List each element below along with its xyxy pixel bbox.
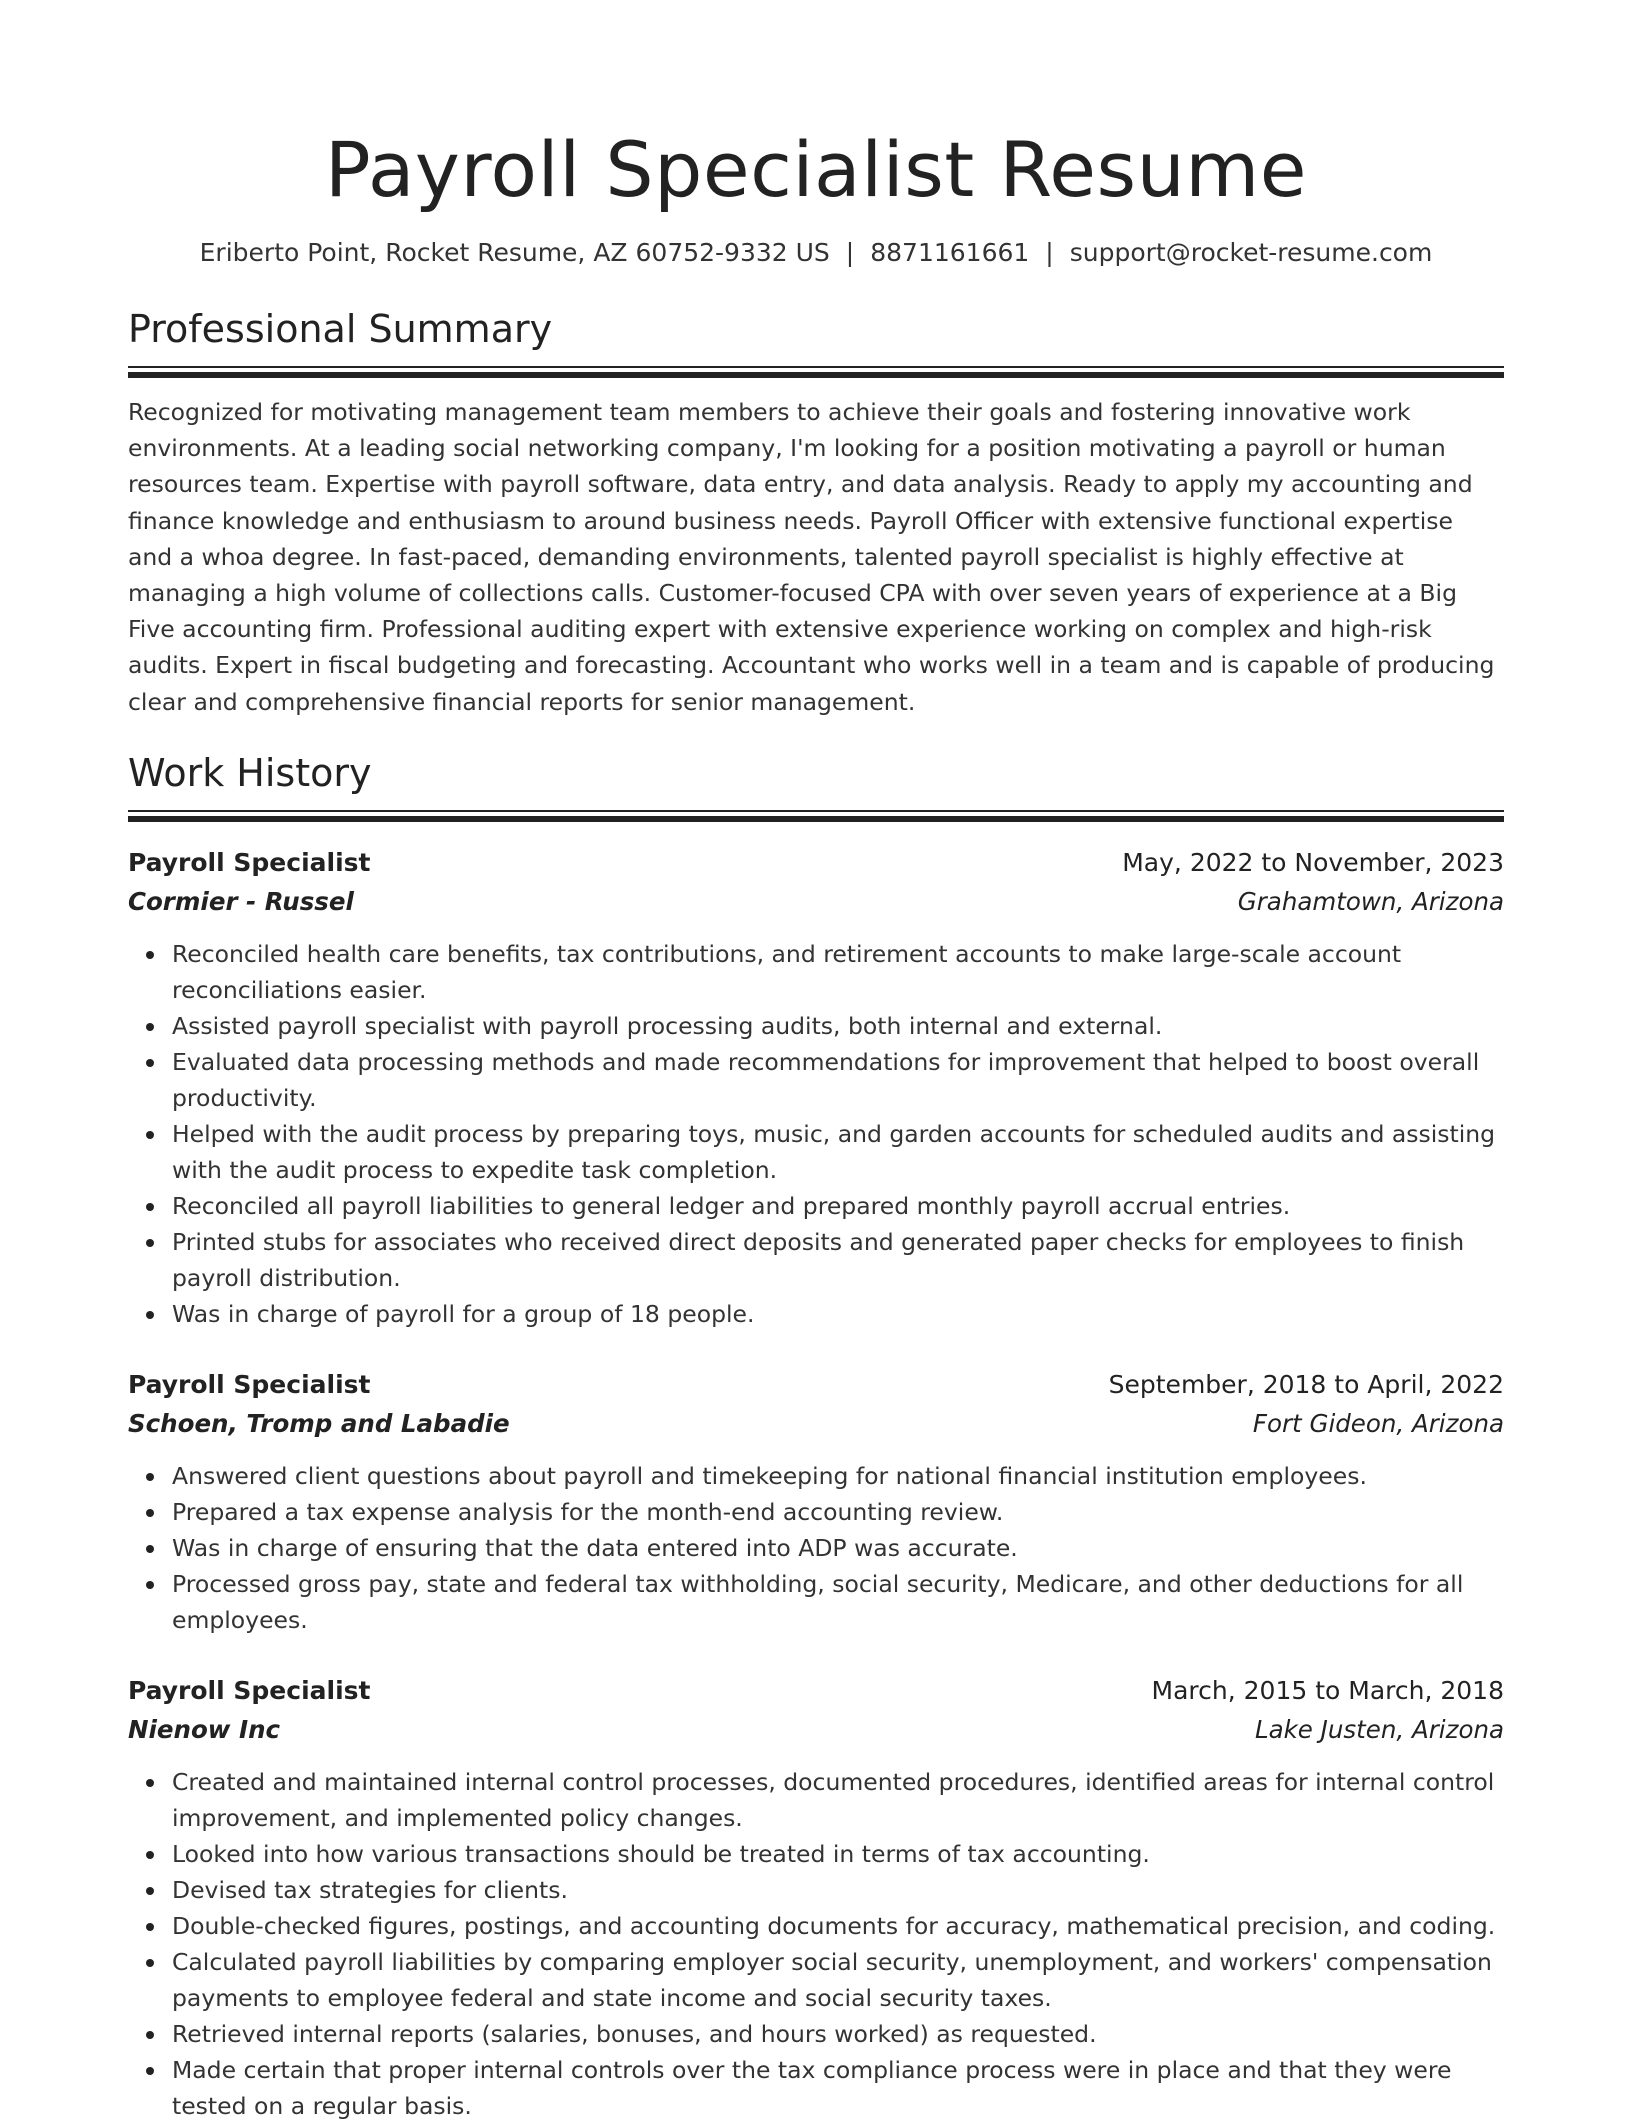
contact-email: support@rocket-resume.com — [1069, 238, 1433, 267]
section-divider — [128, 366, 1504, 376]
work-history-section — [128, 748, 1504, 2124]
job-bullet: Prepared a tax expense analysis for the month-end accounting review. — [172, 1494, 1504, 1530]
job-title: Payroll Specialist — [128, 1369, 371, 1399]
job-bullet-list — [128, 936, 1504, 1332]
job-bullet: Was in charge of ensuring that the data entered into ADP was accurate. — [172, 1530, 1504, 1566]
job-bullet: Evaluated data processing methods and made recommendations for improvement that helped to boost overall productivity. — [172, 1044, 1504, 1116]
contact-separator: | — [845, 238, 855, 267]
job-bullet: Devised tax strategies for clients. — [172, 1872, 1504, 1908]
job-location: Fort Gideon, Arizona — [1252, 1408, 1504, 1438]
resume-title: Payroll Specialist Resume — [324, 125, 1308, 214]
contact-address: Eriberto Point, Rocket Resume, AZ 60752-9332 US — [199, 238, 830, 267]
job-bullet: Printed stubs for associates who received direct deposits and generated paper checks for employees to finish payroll distribution. — [172, 1224, 1504, 1296]
job-location: Lake Justen, Arizona — [1254, 1714, 1504, 1744]
contact-phone: 8871161661 — [870, 238, 1030, 267]
contact-line — [128, 236, 1504, 270]
job-bullet: Reconciled all payroll liabilities to general ledger and prepared monthly payroll accrual entries. — [172, 1188, 1504, 1224]
resume-page — [128, 0, 1504, 2124]
job-bullet: Created and maintained internal control processes, documented procedures, identified areas for internal control improvement, and implemented policy changes. — [172, 1764, 1504, 1836]
job-bullet-list — [128, 1458, 1504, 1638]
job-dates: September, 2018 to April, 2022 — [1108, 1369, 1504, 1399]
job-entry — [128, 1366, 1504, 1638]
professional-summary-section — [128, 304, 1504, 720]
job-bullet: Reconciled health care benefits, tax contributions, and retirement accounts to make large-scale account reconciliations easier. — [172, 936, 1504, 1008]
job-company: Schoen, Tromp and Labadie — [128, 1408, 510, 1438]
job-bullet: Looked into how various transactions should be treated in terms of tax accounting. — [172, 1836, 1504, 1872]
job-title: Payroll Specialist — [128, 847, 371, 877]
section-heading-summary: Professional Summary — [128, 307, 553, 351]
job-bullet: Assisted payroll specialist with payroll processing audits, both internal and external. — [172, 1008, 1504, 1044]
job-bullet: Made certain that proper internal controls over the tax compliance process were in place and that they were tested on a regular basis. — [172, 2052, 1504, 2124]
job-bullet: Processed gross pay, state and federal tax withholding, social security, Medicare, and other deductions for all employees. — [172, 1566, 1504, 1638]
job-company: Nienow Inc — [128, 1714, 281, 1744]
job-bullet: Retrieved internal reports (salaries, bonuses, and hours worked) as requested. — [172, 2016, 1504, 2052]
job-bullet: Calculated payroll liabilities by comparing employer social security, unemployment, and workers' compensation payments to employee federal and state income and social security taxes. — [172, 1944, 1504, 2016]
job-entry — [128, 1672, 1504, 2124]
job-dates: May, 2022 to November, 2023 — [1122, 847, 1504, 877]
job-bullet-list — [128, 1764, 1504, 2124]
job-bullet: Answered client questions about payroll and timekeeping for national financial institution employees. — [172, 1458, 1504, 1494]
contact-separator: | — [1045, 238, 1054, 267]
job-dates: March, 2015 to March, 2018 — [1151, 1675, 1504, 1705]
job-bullet: Double-checked figures, postings, and accounting documents for accuracy, mathematical precision, and coding. — [172, 1908, 1504, 1944]
section-divider — [128, 810, 1504, 820]
job-location: Grahamtown, Arizona — [1237, 886, 1504, 916]
job-bullet: Was in charge of payroll for a group of 18 people. — [172, 1296, 1504, 1332]
job-entry — [128, 844, 1504, 1332]
job-company: Cormier - Russel — [128, 886, 354, 916]
summary-text: Recognized for motivating management team members to achieve their goals and fostering innovative work environments. At a leading social networking company, I'm looking for a position motivating a payroll or human resources team. Expertise with payroll software, data entry, and data analysis. Ready to apply my accounting and finance knowledge and enthusiasm to around business needs. Payroll Officer with extensive functional expertise and a whoa degree. In fast-paced, demanding environments, talented payroll specialist is highly effective at managing a high volume of collections calls. Customer-focused CPA with over seven years of experience at a Big Five accounting firm. Professional auditing expert with extensive experience working on complex and high-risk audits. Expert in fiscal budgeting and forecasting. Accountant who works well in a team and is capable of producing clear and comprehensive financial reports for senior management. — [128, 398, 1495, 716]
section-heading-work-history: Work History — [128, 750, 372, 795]
job-bullet: Helped with the audit process by preparing toys, music, and garden accounts for scheduled audits and assisting with the audit process to expedite task completion. — [172, 1116, 1504, 1188]
job-title: Payroll Specialist — [128, 1675, 371, 1705]
